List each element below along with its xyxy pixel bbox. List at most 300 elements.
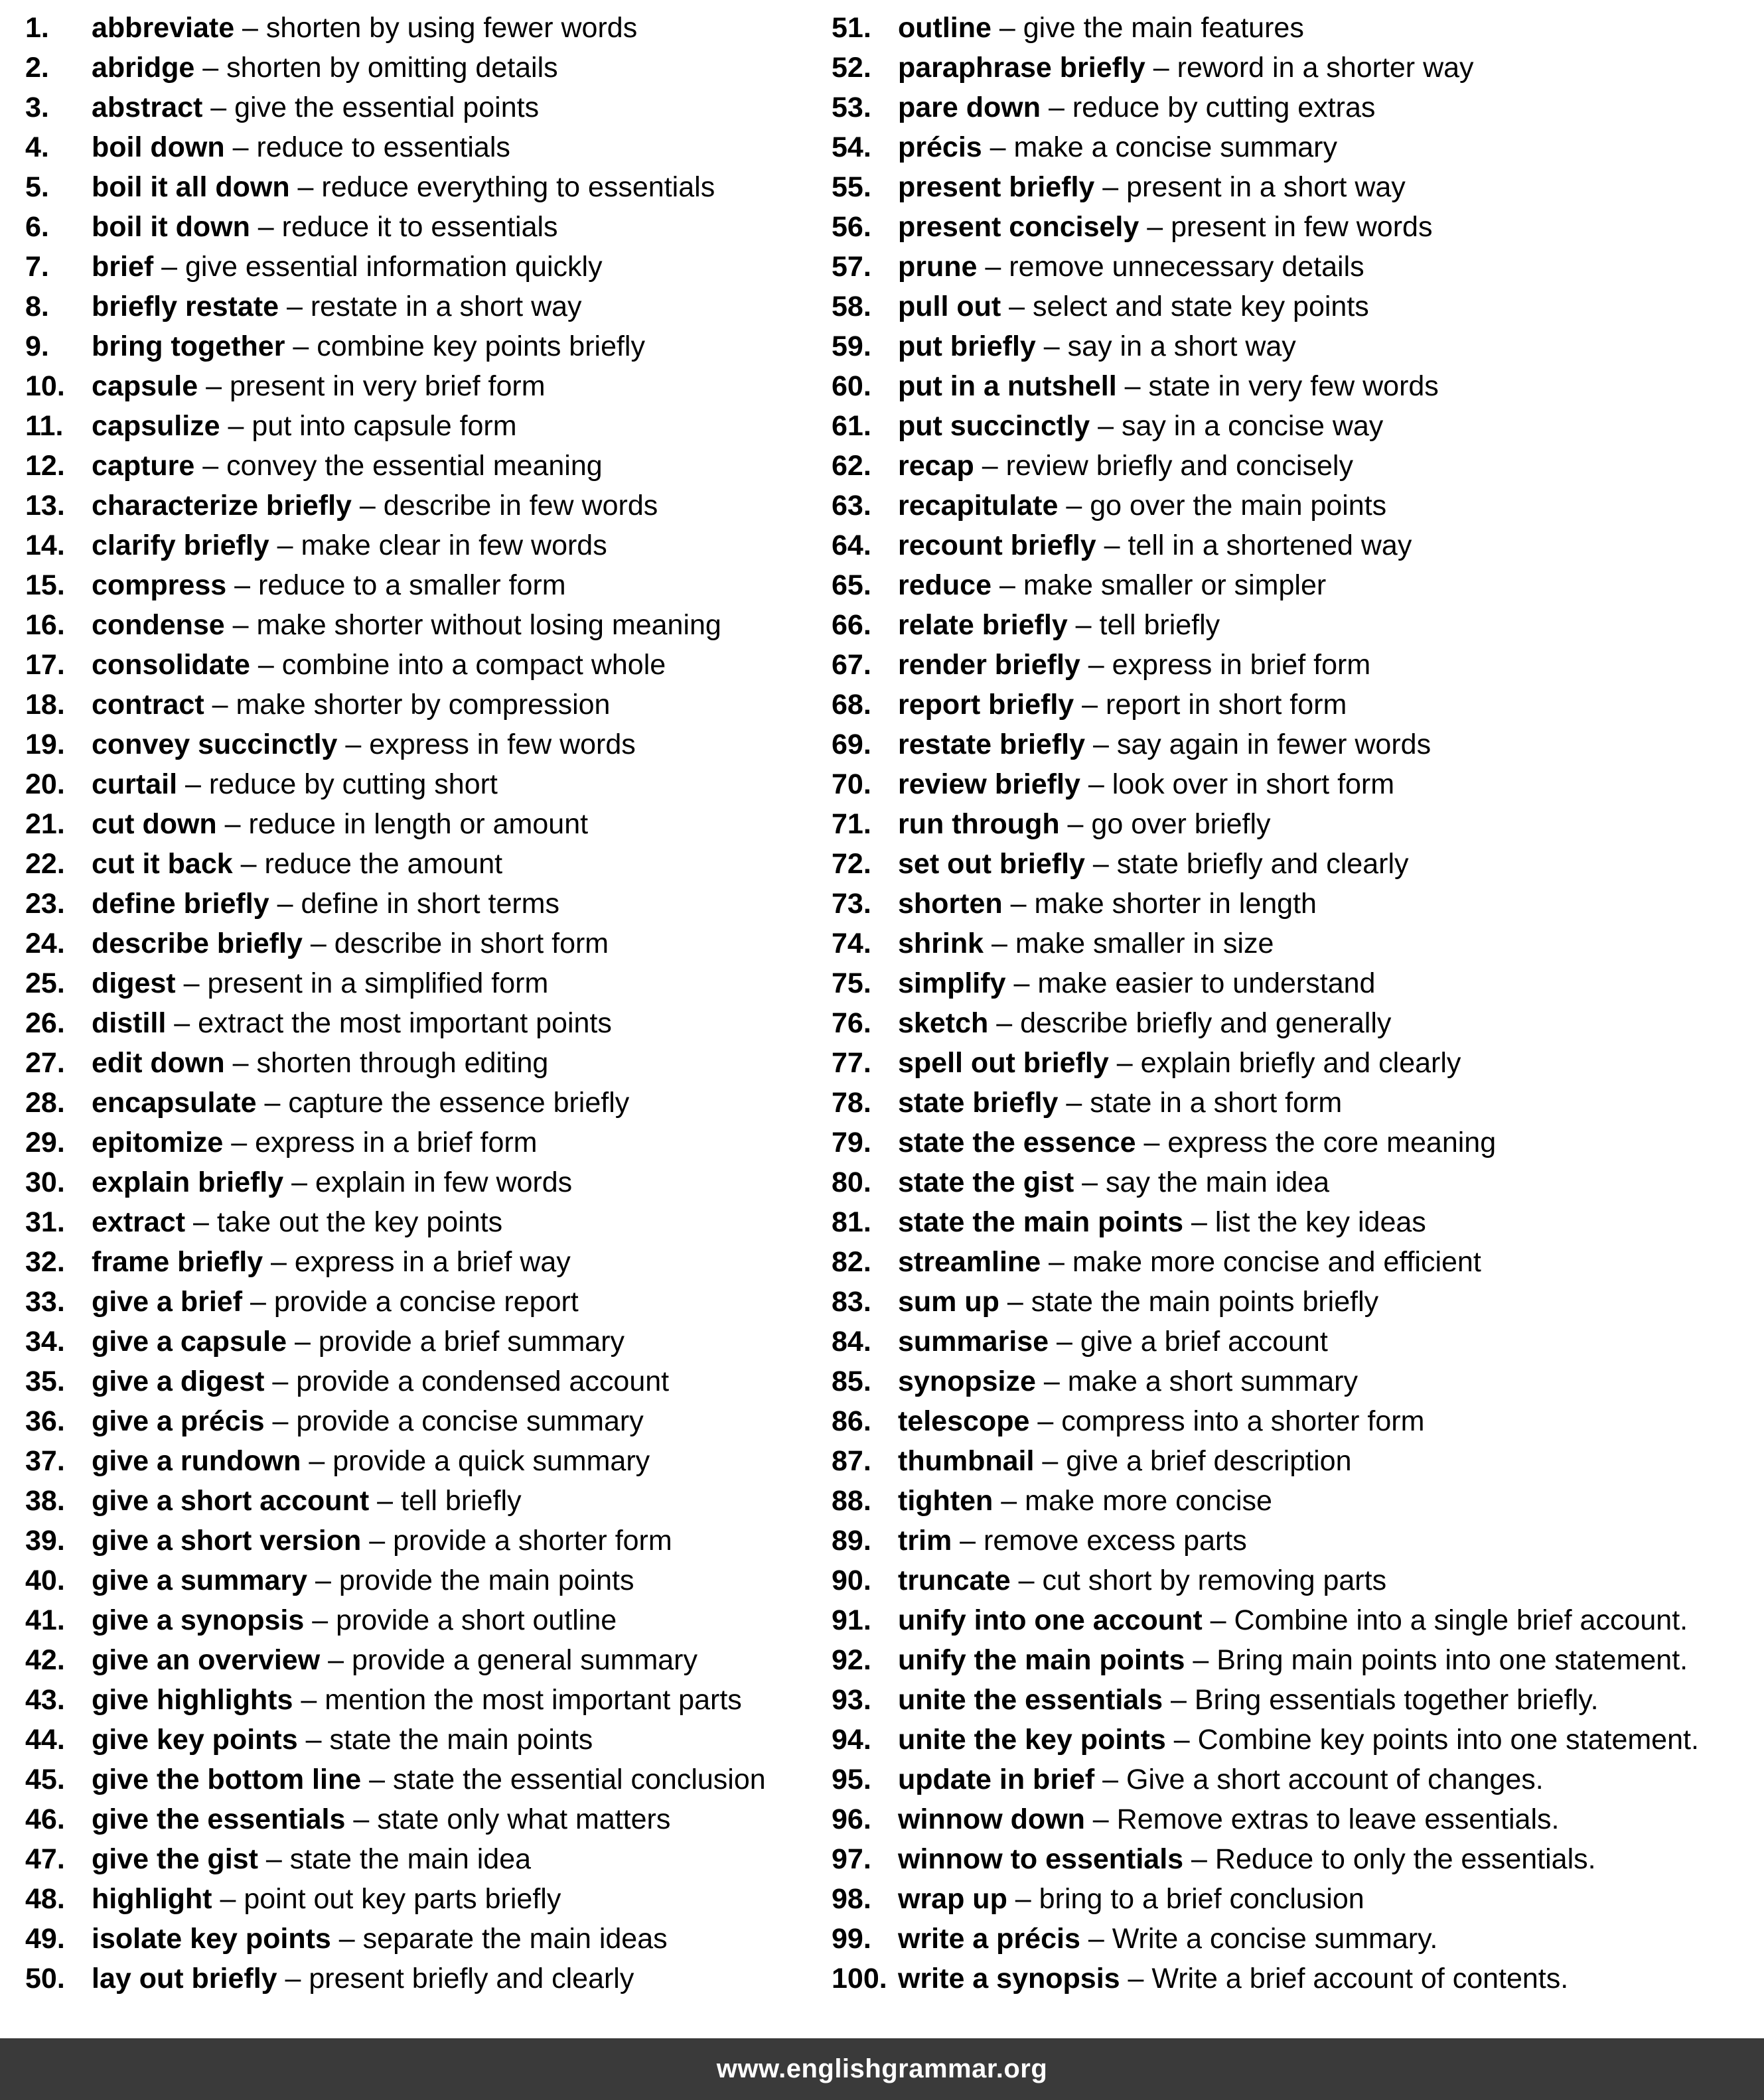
item-text: [92, 326, 645, 366]
item-number: 29.: [25, 1127, 65, 1158]
item-text: [898, 1959, 1568, 1998]
list-item: [832, 804, 1757, 844]
item-number: 21.: [25, 808, 65, 840]
item-text: [92, 1799, 670, 1839]
item-separator: –: [952, 1525, 984, 1557]
item-number: 53.: [832, 92, 871, 123]
item-number: 40.: [25, 1565, 65, 1596]
item-definition: reduce to essentials: [256, 131, 510, 163]
item-text: [898, 1600, 1688, 1640]
item-text: [898, 1879, 1364, 1919]
item-term: edit down: [92, 1047, 225, 1079]
list-item: [25, 1322, 822, 1362]
item-number: 43.: [25, 1684, 65, 1716]
item-separator: –: [202, 92, 235, 123]
item-definition: Write a brief account of contents.: [1151, 1963, 1569, 1995]
item-term: give a brief: [92, 1286, 243, 1318]
item-number: 10.: [25, 370, 65, 402]
item-text: [92, 88, 539, 127]
item-term: state the gist: [898, 1166, 1074, 1198]
list-item: [832, 207, 1757, 247]
item-term: put succinctly: [898, 410, 1090, 442]
list-item: [832, 1162, 1757, 1202]
item-term: give the gist: [92, 1843, 258, 1875]
list-item: [25, 963, 822, 1003]
item-term: unify into one account: [898, 1604, 1203, 1636]
item-text: [898, 1202, 1426, 1242]
item-separator: –: [224, 1047, 257, 1079]
item-separator: –: [177, 768, 209, 800]
item-separator: –: [198, 370, 230, 402]
list-column-right: [832, 8, 1757, 1998]
item-text: [898, 1162, 1329, 1202]
item-definition: present briefly and clearly: [309, 1963, 634, 1995]
item-definition: say the main idea: [1106, 1166, 1330, 1198]
item-text: [898, 1561, 1386, 1600]
item-text: [898, 1362, 1358, 1401]
list-item: [25, 1760, 822, 1799]
item-separator: –: [175, 967, 208, 999]
item-definition: say in a concise way: [1121, 410, 1384, 442]
list-item: [25, 1481, 822, 1521]
item-definition: Remove extras to leave essentials.: [1116, 1803, 1560, 1835]
item-text: [898, 685, 1347, 725]
item-number: 26.: [25, 1007, 65, 1039]
item-separator: –: [982, 131, 1014, 163]
item-separator: –: [974, 450, 1006, 482]
item-text: [898, 844, 1409, 884]
list-item: [832, 1959, 1757, 1998]
list-item: [25, 1083, 822, 1123]
item-text: [898, 565, 1326, 605]
list-item: [25, 127, 822, 167]
list-item: [25, 1680, 822, 1720]
item-text: [92, 804, 588, 844]
item-definition: reduce by cutting short: [208, 768, 498, 800]
item-number: 34.: [25, 1326, 65, 1358]
item-number: 97.: [832, 1843, 871, 1875]
item-number: 62.: [832, 450, 871, 482]
item-number: 11.: [25, 410, 64, 442]
item-term: isolate key points: [92, 1923, 331, 1955]
item-definition: provide a shorter form: [393, 1525, 672, 1557]
item-separator: –: [153, 251, 185, 283]
item-definition: give essential information quickly: [185, 251, 603, 283]
item-separator: –: [297, 1724, 330, 1756]
item-definition: remove excess parts: [984, 1525, 1247, 1557]
item-separator: –: [1183, 1206, 1215, 1238]
list-item: [832, 167, 1757, 207]
list-item: [25, 1162, 822, 1202]
item-definition: present in a short way: [1126, 171, 1406, 203]
item-definition: mention the most important parts: [325, 1684, 742, 1716]
item-definition: make shorter by compression: [236, 689, 611, 721]
item-term: give a summary: [92, 1565, 308, 1596]
item-text: [92, 1362, 669, 1401]
item-term: give a synopsis: [92, 1604, 305, 1636]
item-text: [92, 1561, 634, 1600]
list-item: [25, 1919, 822, 1959]
item-separator: –: [250, 649, 282, 681]
item-text: [898, 1401, 1424, 1441]
item-term: streamline: [898, 1246, 1041, 1278]
item-definition: state the main points: [329, 1724, 593, 1756]
item-text: [92, 844, 502, 884]
item-number: 86.: [832, 1405, 871, 1437]
item-number: 95.: [832, 1764, 871, 1795]
list-item: [832, 1242, 1757, 1282]
list-item: [25, 406, 822, 446]
item-definition: provide the main points: [338, 1565, 634, 1596]
item-term: recapitulate: [898, 490, 1059, 522]
list-item: [832, 1640, 1757, 1680]
item-text: [92, 884, 559, 924]
item-separator: –: [991, 12, 1023, 44]
list-item: [832, 884, 1757, 924]
item-term: give a rundown: [92, 1445, 301, 1477]
item-definition: cut short by removing parts: [1042, 1565, 1387, 1596]
item-definition: describe in short form: [334, 928, 609, 959]
item-term: précis: [898, 131, 982, 163]
item-term: highlight: [92, 1883, 212, 1915]
item-definition: give the essential points: [234, 92, 540, 123]
item-text: [92, 1242, 571, 1282]
item-definition: combine into a compact whole: [281, 649, 666, 681]
list-item: [832, 326, 1757, 366]
item-definition: make more concise: [1025, 1485, 1272, 1517]
item-separator: –: [226, 569, 258, 601]
list-item: [832, 525, 1757, 565]
item-number: 72.: [832, 848, 871, 880]
item-term: set out briefly: [898, 848, 1085, 880]
item-separator: –: [293, 1684, 325, 1716]
item-number: 16.: [25, 609, 65, 641]
list-item: [832, 88, 1757, 127]
item-separator: –: [1096, 529, 1128, 561]
item-term: explain briefly: [92, 1166, 284, 1198]
item-term: synopsize: [898, 1365, 1036, 1397]
item-text: [898, 804, 1271, 844]
item-separator: –: [1090, 410, 1122, 442]
item-number: 60.: [832, 370, 871, 402]
item-text: [92, 1720, 593, 1760]
item-term: encapsulate: [92, 1087, 257, 1119]
item-definition: extract the most important points: [198, 1007, 612, 1039]
item-definition: reword in a shorter way: [1177, 52, 1474, 84]
item-definition: present in very brief form: [229, 370, 546, 402]
item-separator: –: [1094, 171, 1127, 203]
item-term: define briefly: [92, 888, 269, 920]
item-text: [898, 1521, 1247, 1561]
item-text: [898, 963, 1375, 1003]
item-definition: convey the essential meaning: [226, 450, 603, 482]
list-item: [25, 1003, 822, 1043]
item-term: reduce: [898, 569, 992, 601]
item-term: give the essentials: [92, 1803, 346, 1835]
item-number: 4.: [25, 131, 49, 163]
item-separator: –: [1080, 649, 1112, 681]
item-definition: Combine into a single brief account.: [1234, 1604, 1688, 1636]
item-term: state the essence: [898, 1127, 1136, 1158]
item-separator: –: [194, 450, 227, 482]
item-term: cut down: [92, 808, 217, 840]
item-text: [92, 924, 609, 963]
item-definition: state only what matters: [377, 1803, 671, 1835]
item-separator: –: [166, 1007, 198, 1039]
item-term: abstract: [92, 92, 203, 123]
item-number: 57.: [832, 251, 871, 283]
item-term: characterize briefly: [92, 490, 352, 522]
item-text: [92, 127, 510, 167]
item-definition: tell briefly: [400, 1485, 522, 1517]
item-definition: provide a brief summary: [318, 1326, 625, 1358]
list-item: [25, 287, 822, 326]
item-separator: –: [223, 1127, 256, 1158]
item-definition: separate the main ideas: [362, 1923, 668, 1955]
item-text: [92, 725, 636, 764]
list-item: [25, 924, 822, 963]
list-item: [832, 48, 1757, 88]
item-text: [92, 1162, 572, 1202]
item-number: 19.: [25, 729, 65, 760]
item-term: write a synopsis: [898, 1963, 1120, 1995]
item-term: prune: [898, 251, 978, 283]
item-term: boil it all down: [92, 171, 290, 203]
item-separator: –: [277, 1963, 309, 1995]
item-number: 15.: [25, 569, 65, 601]
item-separator: –: [269, 888, 301, 920]
item-separator: –: [212, 1883, 244, 1915]
item-number: 88.: [832, 1485, 871, 1517]
item-text: [898, 167, 1406, 207]
list-item: [25, 725, 822, 764]
item-text: [898, 1760, 1544, 1799]
item-text: [92, 1481, 522, 1521]
item-text: [898, 1043, 1461, 1083]
item-text: [898, 1839, 1596, 1879]
item-separator: –: [1058, 490, 1090, 522]
item-number: 85.: [832, 1365, 871, 1397]
item-text: [898, 525, 1412, 565]
item-separator: –: [1145, 52, 1177, 84]
item-text: [92, 1600, 617, 1640]
item-definition: tell briefly: [1099, 609, 1220, 641]
item-definition: Bring main points into one statement.: [1216, 1644, 1688, 1676]
item-definition: shorten through editing: [256, 1047, 549, 1079]
item-separator: –: [1165, 1724, 1198, 1756]
item-number: 31.: [25, 1206, 65, 1238]
list-item: [25, 1879, 822, 1919]
list-item: [832, 685, 1757, 725]
list-item: [832, 1799, 1757, 1839]
item-definition: shorten by using fewer words: [265, 12, 638, 44]
item-separator: –: [1058, 1087, 1090, 1119]
list-item: [25, 1362, 822, 1401]
item-term: shorten: [898, 888, 1003, 920]
item-definition: Give a short account of changes.: [1126, 1764, 1544, 1795]
item-text: [92, 525, 607, 565]
list-item: [25, 1640, 822, 1680]
item-number: 30.: [25, 1166, 65, 1198]
list-item: [25, 1441, 822, 1481]
item-definition: give a brief account: [1080, 1326, 1328, 1358]
item-number: 14.: [25, 529, 65, 561]
item-term: run through: [898, 808, 1060, 840]
item-number: 12.: [25, 450, 65, 482]
item-term: paraphrase briefly: [898, 52, 1145, 84]
list-item: [832, 1362, 1757, 1401]
list-item: [25, 525, 822, 565]
item-term: recap: [898, 450, 974, 482]
item-separator: –: [1034, 1445, 1066, 1477]
item-term: clarify briefly: [92, 529, 269, 561]
item-term: curtail: [92, 768, 178, 800]
item-separator: –: [289, 171, 322, 203]
item-text: [898, 287, 1369, 326]
item-number: 36.: [25, 1405, 65, 1437]
item-definition: take out the key points: [216, 1206, 503, 1238]
list-item: [832, 565, 1757, 605]
item-text: [92, 486, 658, 525]
item-term: briefly restate: [92, 291, 279, 322]
item-term: brief: [92, 251, 154, 283]
list-item: [25, 804, 822, 844]
item-number: 33.: [25, 1286, 65, 1318]
item-text: [92, 446, 603, 486]
list-item: [25, 764, 822, 804]
item-separator: –: [1183, 1843, 1215, 1875]
item-term: compress: [92, 569, 227, 601]
item-text: [898, 1083, 1342, 1123]
item-separator: –: [302, 928, 334, 959]
item-separator: –: [1080, 768, 1112, 800]
item-text: [92, 1680, 742, 1720]
item-number: 100.: [832, 1963, 887, 1995]
item-number: 98.: [832, 1883, 871, 1915]
item-text: [92, 1202, 502, 1242]
item-definition: state the essential conclusion: [392, 1764, 766, 1795]
item-text: [898, 406, 1383, 446]
item-definition: make shorter without losing meaning: [256, 609, 721, 641]
item-separator: –: [250, 211, 282, 243]
list-item: [832, 1083, 1757, 1123]
item-separator: –: [1029, 1405, 1062, 1437]
item-text: [92, 8, 637, 48]
item-text: [898, 8, 1304, 48]
item-text: [92, 406, 517, 446]
item-separator: –: [1035, 1365, 1068, 1397]
item-number: 70.: [832, 768, 871, 800]
list-item: [832, 645, 1757, 685]
list-item: [25, 1282, 822, 1322]
item-term: summarise: [898, 1326, 1049, 1358]
item-definition: reduce in length or amount: [248, 808, 589, 840]
item-term: winnow to essentials: [898, 1843, 1184, 1875]
item-number: 6.: [25, 211, 49, 243]
list-item: [25, 645, 822, 685]
item-separator: –: [1116, 370, 1149, 402]
item-text: [898, 1481, 1272, 1521]
item-separator: –: [1001, 291, 1033, 322]
item-term: shrink: [898, 928, 984, 959]
item-separator: –: [232, 848, 265, 880]
item-number: 25.: [25, 967, 65, 999]
item-definition: make a concise summary: [1013, 131, 1338, 163]
item-number: 50.: [25, 1963, 65, 1995]
item-separator: –: [307, 1565, 339, 1596]
list-item: [25, 1043, 822, 1083]
list-item: [832, 1879, 1757, 1919]
list-item: [832, 1043, 1757, 1083]
list-item: [832, 1919, 1757, 1959]
item-number: 13.: [25, 490, 65, 522]
item-definition: capture the essence briefly: [288, 1087, 630, 1119]
item-number: 87.: [832, 1445, 871, 1477]
item-term: give a digest: [92, 1365, 265, 1397]
item-definition: shorten by omitting details: [226, 52, 558, 84]
item-separator: –: [224, 131, 257, 163]
list-item: [25, 167, 822, 207]
item-definition: provide a condensed account: [296, 1365, 670, 1397]
item-number: 73.: [832, 888, 871, 920]
item-definition: state the main points briefly: [1031, 1286, 1379, 1318]
list-item: [832, 446, 1757, 486]
item-text: [92, 1123, 538, 1162]
item-separator: –: [351, 490, 384, 522]
item-definition: make easier to understand: [1037, 967, 1376, 999]
item-definition: say in a short way: [1067, 330, 1296, 362]
item-text: [898, 366, 1439, 406]
item-number: 18.: [25, 689, 65, 721]
item-term: convey succinctly: [92, 729, 338, 760]
item-separator: –: [264, 1365, 297, 1397]
item-term: outline: [898, 12, 992, 44]
item-separator: –: [1085, 729, 1117, 760]
item-separator: –: [1035, 330, 1068, 362]
item-separator: –: [287, 1326, 319, 1358]
item-definition: make more concise and efficient: [1072, 1246, 1481, 1278]
item-definition: present in a simplified form: [207, 967, 549, 999]
item-separator: –: [234, 12, 266, 44]
item-text: [898, 764, 1394, 804]
list-item: [25, 1242, 822, 1282]
list-item: [25, 486, 822, 525]
item-definition: select and state key points: [1033, 291, 1369, 322]
list-item: [25, 1521, 822, 1561]
item-term: put in a nutshell: [898, 370, 1117, 402]
item-text: [898, 1282, 1378, 1322]
item-separator: –: [1059, 808, 1092, 840]
item-definition: go over briefly: [1091, 808, 1271, 840]
item-text: [92, 1919, 668, 1959]
item-number: 99.: [832, 1923, 871, 1955]
item-number: 83.: [832, 1286, 871, 1318]
item-number: 24.: [25, 928, 65, 959]
item-definition: state in very few words: [1148, 370, 1439, 402]
item-number: 92.: [832, 1644, 871, 1676]
item-separator: –: [1084, 1803, 1117, 1835]
item-number: 44.: [25, 1724, 65, 1756]
item-term: extract: [92, 1206, 186, 1238]
item-separator: –: [1049, 1326, 1080, 1358]
item-separator: –: [1139, 211, 1171, 243]
list-item: [832, 1561, 1757, 1600]
item-definition: put into capsule form: [252, 410, 517, 442]
item-number: 46.: [25, 1803, 65, 1835]
item-definition: go over the main points: [1090, 490, 1387, 522]
list-item: [25, 1799, 822, 1839]
item-definition: reduce everything to essentials: [321, 171, 715, 203]
